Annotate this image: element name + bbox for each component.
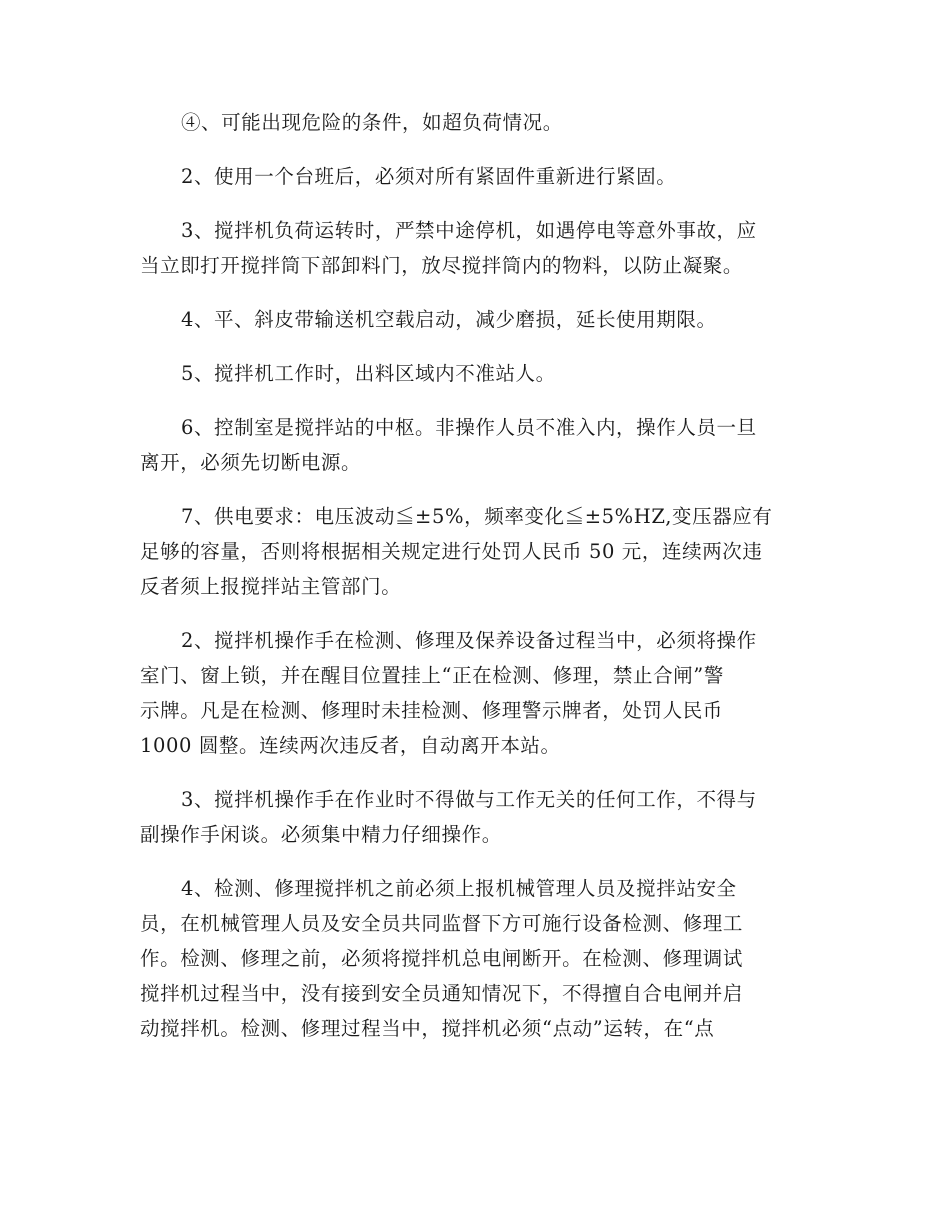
text-line: 4、检测、修理搅拌机之前必须上报机械管理人员及搅拌站安全 [180, 877, 737, 900]
text-line: 3、搅拌机操作手在作业时不得做与工作无关的任何工作，不得与 [180, 788, 757, 811]
text-line: 副操作手闲谈。必须集中精力仔细操作。 [140, 823, 502, 846]
text-line: 7、供电要求：电压波动≦±5%，频率变化≦±5%HZ,变压器应有 [180, 505, 773, 528]
text-line: 动搅拌机。检测、修理过程当中，搅拌机必须“点动”运转，在“点 [140, 1017, 715, 1040]
text-line: 2、搅拌机操作手在检测、修理及保养设备过程当中，必须将操作 [180, 629, 757, 652]
text-line: 1000 圆整。连续两次违反者，自动离开本站。 [140, 734, 561, 757]
text-line: 4、平、斜皮带输送机空载启动，减少磨损，延长使用期限。 [180, 308, 717, 331]
document-body [140, 105, 812, 1065]
text-line: ④、可能出现危险的条件，如超负荷情况。 [180, 111, 563, 134]
text-line: 2、使用一个台班后，必须对所有紧固件重新进行紧固。 [180, 165, 677, 188]
text-line: 搅拌机过程当中，没有接到安全员通知情况下，不得擅自合电闸并启 [140, 982, 744, 1005]
text-line: 示牌。凡是在检测、修理时未挂检测、修理警示牌者，处罚人民币 [140, 699, 723, 722]
paragraph-repair-procedure [140, 871, 812, 1046]
text-line: 室门、窗上锁，并在醒目位置挂上“正在检测、修理，禁止合闸”警 [140, 664, 724, 687]
paragraph-power-supply [140, 499, 812, 604]
text-line: 6、控制室是搅拌站的中枢。非操作人员不准入内，操作人员一旦 [180, 416, 757, 439]
text-line: 作。检测、修理之前，必须将搅拌机总电闸断开。在检测、修理调试 [140, 947, 744, 970]
paragraph-no-stop-under-load [140, 213, 812, 283]
text-line: 足够的容量，否则将根据相关规定进行处罚人民币 50 元，连续两次违 [140, 540, 763, 563]
paragraph-item-4-danger [140, 105, 812, 140]
paragraph-operator-focus [140, 782, 812, 852]
text-line: 员，在机械管理人员及安全员共同监督下方可施行设备检测、修理工 [140, 912, 744, 935]
text-line: 当立即打开搅拌筒下部卸料门，放尽搅拌筒内的物料，以防止凝聚。 [140, 254, 744, 277]
text-line: 3、搅拌机负荷运转时，严禁中途停机，如遇停电等意外事故，应 [180, 219, 757, 242]
paragraph-maintenance-lockout [140, 623, 812, 763]
paragraph-fastener-tightening [140, 159, 812, 194]
paragraph-control-room [140, 410, 812, 480]
text-line: 5、搅拌机工作时，出料区域内不准站人。 [180, 362, 556, 385]
text-line: 离开，必须先切断电源。 [140, 451, 362, 474]
text-line: 反者须上报搅拌站主管部门。 [140, 575, 402, 598]
paragraph-discharge-area [140, 356, 812, 391]
paragraph-belt-conveyor [140, 302, 812, 337]
